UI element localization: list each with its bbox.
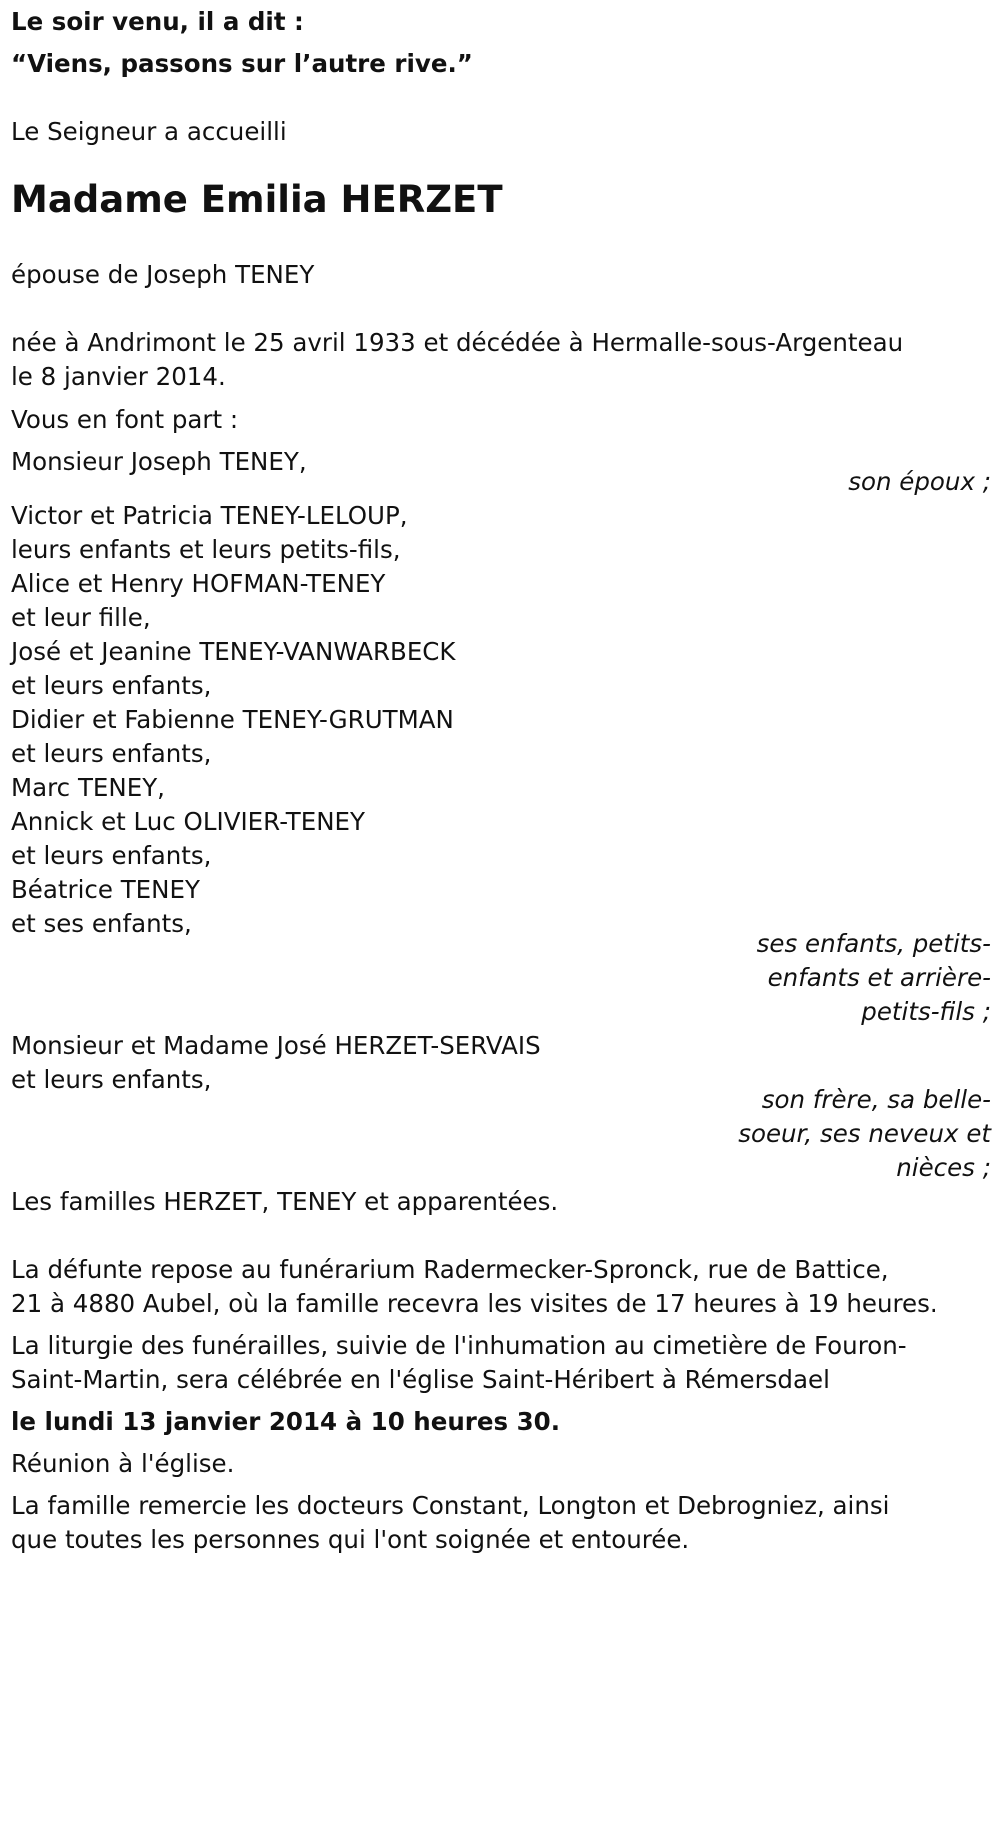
deceased-name: Madame Emilia HERZET — [11, 178, 503, 221]
child-line: leurs enfants et leurs petits-fils, — [11, 535, 401, 564]
death-notice — [11, 0, 991, 1844]
quote-line-1: Le soir venu, il a dit : — [11, 7, 304, 36]
child-line: Victor et Patricia TENEY-LELOUP, — [11, 501, 408, 530]
child-line: Didier et Fabienne TENEY-GRUTMAN — [11, 705, 454, 734]
child-line: et leurs enfants, — [11, 739, 212, 768]
birth-death-line-1: née à Andrimont le 25 avril 1933 et décédée à Hermalle-sous-Argenteau — [11, 328, 904, 357]
brother-role-line: nièces ; — [896, 1153, 991, 1182]
announce-text: Vous en font part : — [11, 405, 239, 434]
child-line: Béatrice TENEY — [11, 875, 200, 904]
child-line: et leur fille, — [11, 603, 151, 632]
funeral-date: le lundi 13 janvier 2014 à 10 heures 30. — [11, 1407, 561, 1436]
child-line: Annick et Luc OLIVIER-TENEY — [11, 807, 366, 836]
children-role-line: enfants et arrière- — [767, 963, 991, 992]
child-line: et leurs enfants, — [11, 671, 212, 700]
funerarium-line-1: La défunte repose au funérarium Radermecker-Spronck, rue de Battice, — [11, 1255, 889, 1284]
liturgy-line-2: Saint-Martin, sera célébrée en l'église Saint-Héribert à Rémersdael — [11, 1365, 830, 1394]
quote-line-2: “Viens, passons sur l’autre rive.” — [11, 49, 473, 78]
brother-role-line: son frère, sa belle- — [761, 1085, 991, 1114]
children-role-line: ses enfants, petits- — [756, 929, 991, 958]
thanks-line-2: que toutes les personnes qui l'ont soignée et entourée. — [11, 1525, 690, 1554]
husband-role: son époux ; — [848, 467, 991, 496]
child-line: et ses enfants, — [11, 909, 192, 938]
child-line: Marc TENEY, — [11, 773, 165, 802]
brother-line: et leurs enfants, — [11, 1065, 212, 1094]
husband-name: Monsieur Joseph TENEY, — [11, 447, 307, 476]
liturgy-line-1: La liturgie des funérailles, suivie de l'inhumation au cimetière de Fouron- — [11, 1331, 907, 1360]
meeting-line: Réunion à l'église. — [11, 1449, 235, 1478]
brother-line: Monsieur et Madame José HERZET-SERVAIS — [11, 1031, 541, 1060]
child-line: Alice et Henry HOFMAN-TENEY — [11, 569, 386, 598]
child-line: et leurs enfants, — [11, 841, 212, 870]
children-role-line: petits-fils ; — [861, 997, 991, 1026]
spouse-line: épouse de Joseph TENEY — [11, 260, 315, 289]
birth-death-line-2: le 8 janvier 2014. — [11, 362, 226, 391]
funerarium-line-2: 21 à 4880 Aubel, où la famille recevra les visites de 17 heures à 19 heures. — [11, 1289, 938, 1318]
families-line: Les familles HERZET, TENEY et apparentées. — [11, 1187, 559, 1216]
child-line: José et Jeanine TENEY-VANWARBECK — [11, 637, 456, 666]
brother-role-line: soeur, ses neveux et — [738, 1119, 991, 1148]
thanks-line-1: La famille remercie les docteurs Constant, Longton et Debrogniez, ainsi — [11, 1491, 890, 1520]
intro-text: Le Seigneur a accueilli — [11, 117, 287, 146]
